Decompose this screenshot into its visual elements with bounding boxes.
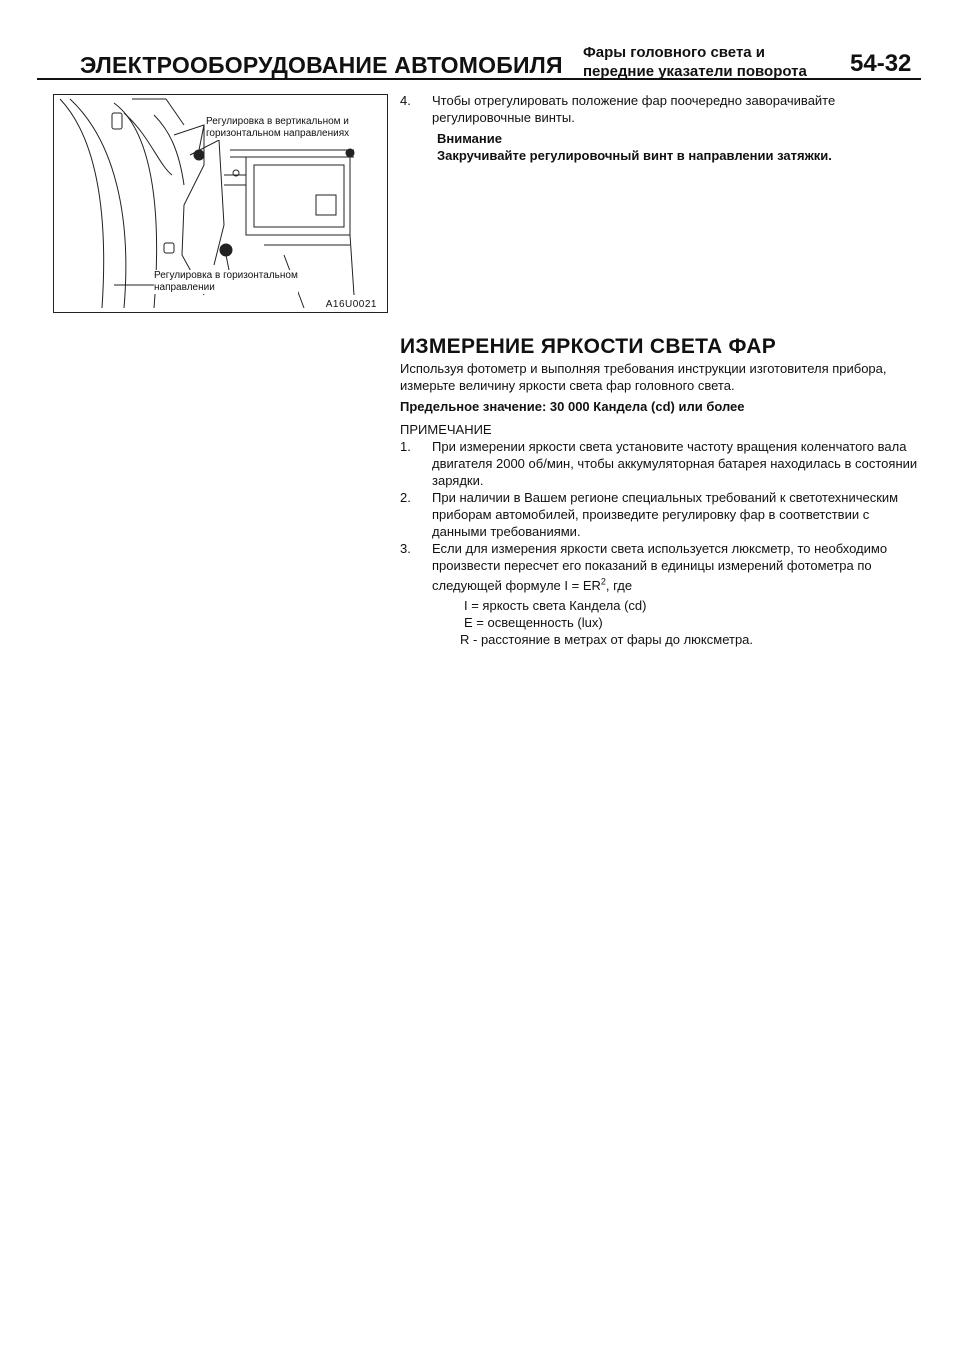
callout-vertical-horizontal-line1: Регулировка в вертикальном и: [206, 116, 349, 127]
note-number: 3.: [400, 541, 411, 556]
note-text-after: , где: [605, 578, 633, 594]
formula-superscript: 2: [600, 577, 606, 587]
section-title: ЭЛЕКТРООБОРУДОВАНИЕ АВТОМОБИЛЯ: [80, 52, 563, 78]
formula-e-definition: E = освещенность (lux): [464, 615, 603, 631]
note-title: ПРИМЕЧАНИЕ: [400, 422, 492, 437]
subsection-title: [583, 43, 807, 81]
page-number: 54-32: [850, 50, 912, 77]
header-divider: [37, 78, 921, 80]
note-item: [400, 438, 920, 489]
formula-r-definition: R - расстояние в метрах от фары до люксметра.: [460, 632, 754, 648]
note-text: При наличии в Вашем регионе специальных требований к светотехническим приборам автомобилей, произведите регулировку фар в соответствии с данными требованиями.: [432, 490, 899, 539]
step-4-text: Чтобы отрегулировать положение фар поочередно заворачивайте регулировочные винты.: [432, 93, 836, 125]
caution-title: Внимание: [437, 131, 502, 146]
note-item: [400, 540, 920, 594]
callout-horizontal-line1: Регулировка в горизонтальном: [154, 270, 298, 281]
subsection-title-line2: передние указатели поворота: [583, 63, 807, 80]
callout-horizontal: [154, 270, 298, 294]
step-4-number: 4.: [400, 93, 411, 108]
limit-value: Предельное значение: 30 000 Кандела (cd) или более: [400, 399, 745, 414]
callout-vertical-horizontal-line2: горизонтальном направлениях: [206, 128, 350, 139]
step-4: [400, 92, 920, 164]
headlight-adjustment-figure: [53, 94, 388, 313]
note-item: [400, 489, 920, 540]
note-number: 1.: [400, 439, 411, 454]
note-text: При измерении яркости света установите частоту вращения коленчатого вала двигателя 2000 об/мин, чтобы аккумуляторная батарея находилась в состоянии зарядки.: [432, 439, 918, 488]
section-body: [400, 360, 920, 648]
formula-i-definition: I = яркость света Кандела (cd): [464, 598, 647, 614]
note-text: [432, 541, 887, 593]
formula-definitions: [400, 597, 920, 648]
subsection-title-line1: Фары головного света и: [583, 44, 766, 61]
callout-vertical-horizontal: [206, 116, 349, 140]
section-heading: ИЗМЕРЕНИЕ ЯРКОСТИ СВЕТА ФАР: [400, 335, 777, 358]
caution-text: Закручивайте регулировочный винт в направлении затяжки.: [437, 148, 832, 163]
figure-code: A16U0021: [325, 299, 377, 310]
callout-horizontal-line2: направлении: [154, 282, 215, 293]
note-text-before: Если для измерения яркости света используется люксметр, то необходимо произвести пересчет его показаний в единицы измерений фотометра по следующей формуле I = ER: [432, 541, 888, 594]
step-4-item: [400, 92, 920, 126]
note-number: 2.: [400, 490, 411, 505]
intro-paragraph: Используя фотометр и выполняя требования инструкции изготовителя прибора, измерьте величину яркости света фар головного света.: [400, 361, 887, 393]
